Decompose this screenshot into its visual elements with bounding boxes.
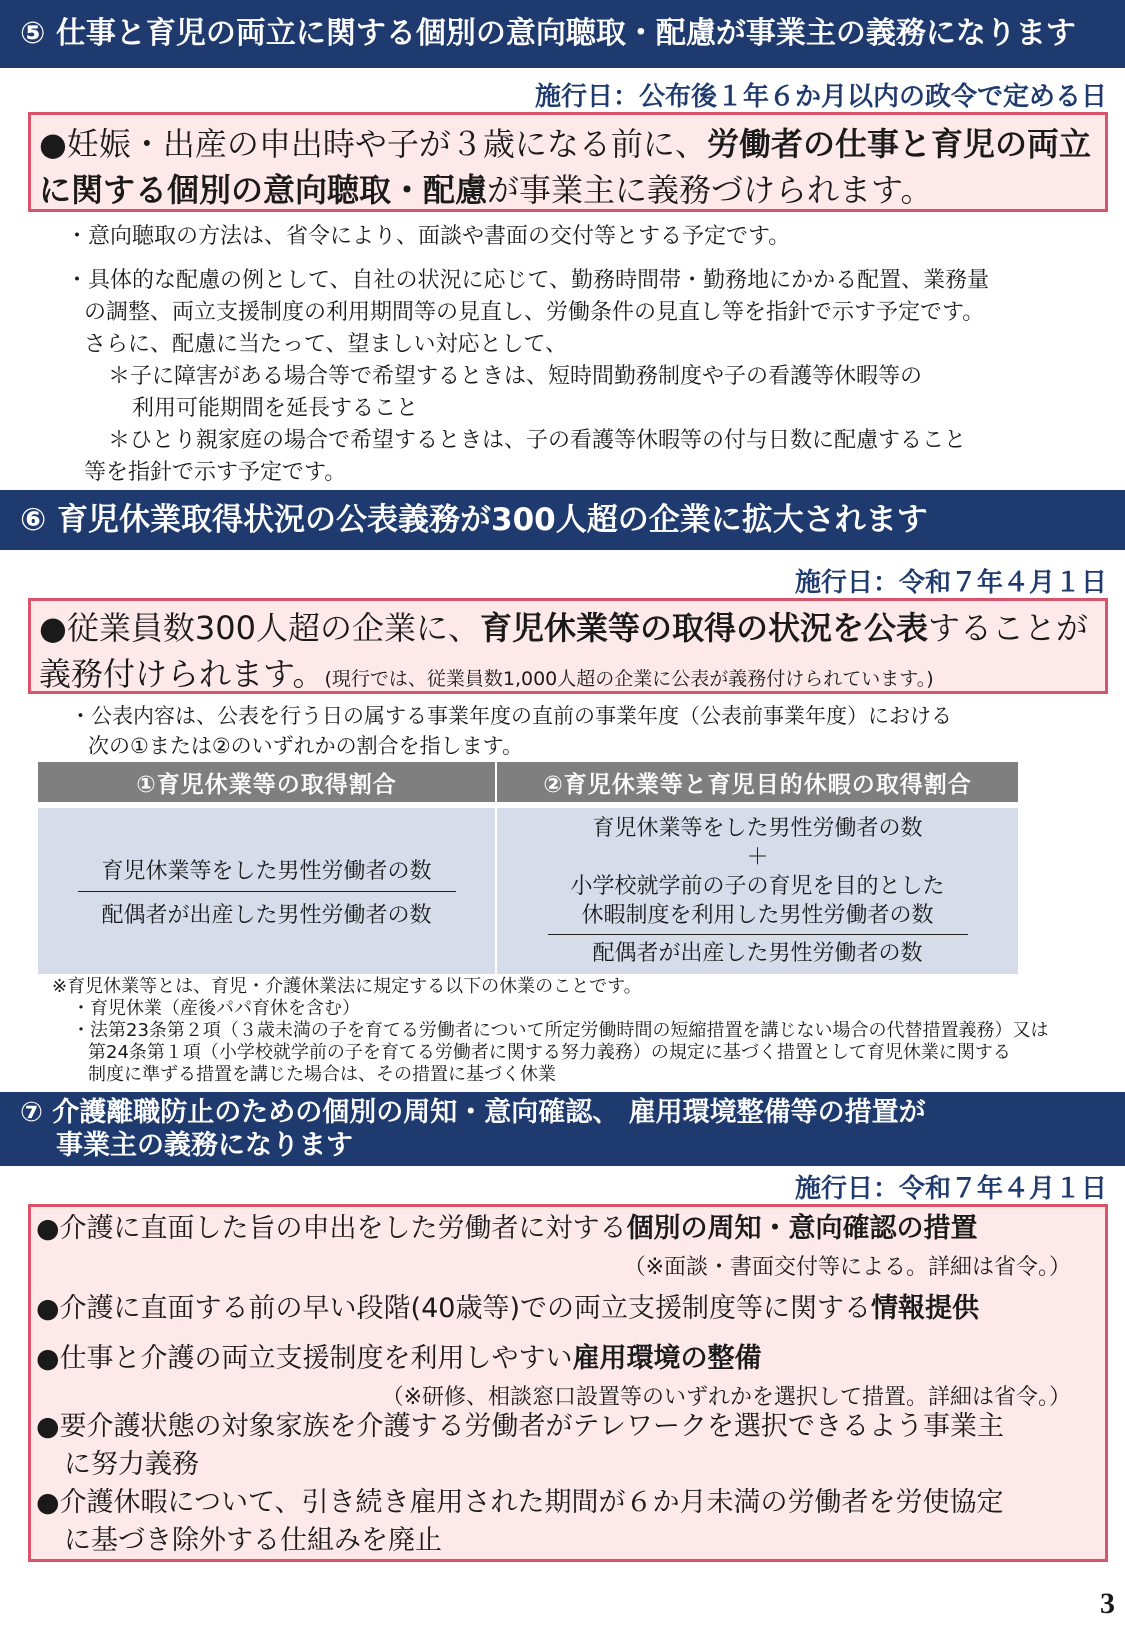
section-6-note-line-2: 次の①または②のいずれかの割合を指します。 [88,734,523,758]
measure-item-4: ●要介護状態の対象家族を介護する労働者がテレワークを選択できるよう事業主 に努力義務 [36,1411,1005,1480]
section-5-note-2-line-2: の調整、両立支援制度の利用期間等の見直し、労働条件の見直し等を指針で示す予定です。 [84,300,985,325]
page-number: 3 [1100,1587,1115,1620]
section-6-lead-box [28,598,1108,694]
section-7-header [0,1092,1125,1166]
section-5-note-2-line-7: 等を指針で示す予定です。 [84,460,347,485]
measure-item-2: ●介護に直面する前の早い段階(40歳等)での両立支援制度等に関する情報提供 [36,1293,979,1324]
measure-item-3-note: （※研修、相談窓口設置等のいずれかを選択して措置。詳細は省令。） [381,1385,1071,1410]
measure-item-5: ●介護休暇について、引き続き雇用された期間が６か月未満の労働者を労使協定 に基づき除外する仕組みを廃止 [36,1487,1004,1556]
formula-1-denominator: 配偶者が出産した男性労働者の数 [101,902,432,928]
ratio-formula-2 [496,808,1018,974]
section-6-title: ⑥ 育児休業取得状況の公表義務が300人超の企業に拡大されます [20,502,928,538]
ratio-table-header-2: ②育児休業等と育児目的休暇の取得割合 [496,762,1018,802]
formula-2-numerator-3: 休暇制度を利用した男性労働者の数 [581,903,934,928]
lead-emphasis: 育児休業等の取得の状況を公表 [480,609,929,647]
formula-2-numerator-1: 育児休業等をした男性労働者の数 [592,816,923,841]
section-5-title: ⑤ 仕事と育児の両立に関する個別の意向聴取・配慮が事業主の義務になります [20,16,1076,51]
section-5-note-2-line-5: 利用可能期間を延長すること [132,396,419,421]
formula-1-numerator: 育児休業等をした男性労働者の数 [101,858,432,884]
footnote-line-3: ・法第23条第２項（３歳未満の子を育てる労働者について所定労働時間の短縮措置を講じない場合の代替措置義務）又は [72,1020,1049,1041]
fraction-line [548,934,968,935]
footnote-line-2: ・育児休業（産後パパ育休を含む） [72,998,360,1019]
formula-2-denominator: 配偶者が出産した男性労働者の数 [592,941,923,966]
section-6-note-line-1: ・公表内容は、公表を行う日の属する事業年度の直前の事業年度（公表前事業年度）における [70,704,952,728]
measure-item-1-note: （※面談・書面交付等による。詳細は省令。） [623,1255,1071,1280]
section-6-lead-text: ●従業員数300人超の企業に、育児休業等の取得の状況を公表することが義務付けられます。(現行では、従業員数1,000人超の企業に公表が義務付けられています。) [39,609,1089,693]
section-7-title-line-2: 事業主の義務になります [56,1130,353,1161]
section-5-lead-text: ●妊娠・出産の申出時や子が３歳になる前に、労働者の仕事と育児の両立に関する個別の意向聴取・配慮が事業主に義務づけられます。 [39,125,1091,209]
section-5-note-2-line-6: ＊ひとり親家庭の場合で希望するときは、子の看護等休暇等の付与日数に配慮すること [108,428,967,453]
footnote-line-4: 第24条第１項（小学校就学前の子を育てる労働者に関する努力義務）の規定に基づく措置として育児休業に関する [88,1042,1011,1063]
section-5-note-2-line-4: ＊子に障害がある場合等で希望するときは、短時間勤務制度や子の看護等休暇等の [108,364,923,389]
section-5-note-1: ・意向聴取の方法は、省令により、面談や書面の交付等とする予定です。 [66,224,791,249]
measure-item-3: ●仕事と介護の両立支援制度を利用しやすい雇用環境の整備 [36,1343,762,1374]
footnote-line-5: 制度に準ずる措置を講じた場合は、その措置に基づく休業 [88,1064,556,1085]
ratio-formula-1 [38,808,496,974]
section-5-header [0,0,1125,68]
section-5-note-2-line-1: ・具体的な配慮の例として、自社の状況に応じて、勤務時間帯・勤務地にかかる配置、業務量 [66,268,990,293]
bullet: ● [39,609,67,647]
section-7-title-line-1: ⑦ 介護離職防止のための個別の周知・意向確認、 雇用環境整備等の措置が [20,1097,926,1128]
formula-2-plus: ＋ [746,845,769,870]
section-5-note-2-line-3: さらに、配慮に当たって、望ましい対応として、 [84,332,568,357]
section-7-effective-date: 施行日：令和７年４月１日 [794,1174,1107,1204]
footnote-line-1: ※育児休業等とは、育児・介護休業法に規定する以下の休業のことです。 [52,976,642,997]
bullet: ● [39,125,67,163]
fraction-line [78,891,456,892]
section-6-effective-date: 施行日：令和７年４月１日 [794,568,1107,598]
section-5-effective-date: 施行日：公布後１年６か月以内の政令で定める日 [534,82,1107,112]
ratio-table [38,762,1018,974]
measure-item-1: ●介護に直面した旨の申出をした労働者に対する個別の周知・意向確認の措置 [36,1213,978,1244]
section-5-lead-box [28,112,1108,212]
section-6-header [0,490,1125,550]
formula-2-numerator-2: 小学校就学前の子の育児を目的とした [570,874,945,899]
lead-parenthetical: (現行では、従業員数1,000人超の企業に公表が義務付けられています。) [324,668,934,690]
lead-emphasis: 労働者の仕事と育児の両立に関する個別の意向聴取・配慮 [39,125,1091,209]
ratio-table-header-1: ①育児休業等の取得割合 [38,762,496,802]
